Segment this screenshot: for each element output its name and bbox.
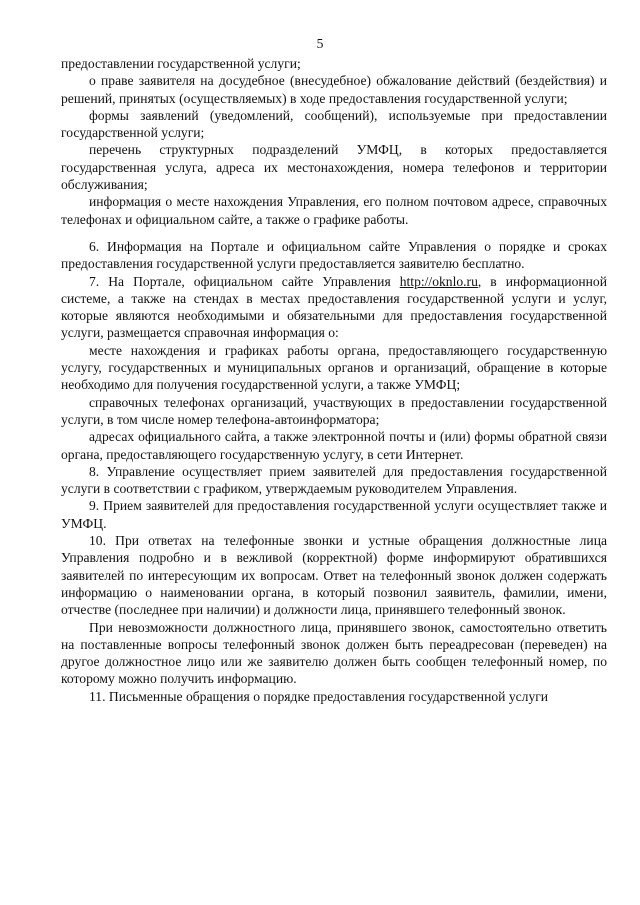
document-body (61, 55, 607, 705)
paragraph: предоставлении государственной услуги; (61, 56, 301, 71)
paragraph-section-8: 8. Управление осуществляет прием заявителей для предоставления государственной услуги в соответствии с графиком, утверждаемым руководителем Управления. (61, 463, 607, 497)
paragraph: адресах официального сайта, а также электронной почты и (или) формы обратной связи органа, предоставляющего государственную услугу, в сети Интернет. (61, 429, 607, 462)
paragraph: При невозможности должностного лица, принявшего звонок, самостоятельно ответить на поставленные вопросы телефонный звонок должен быть переадресован (переведен) на другое должностное лицо или же заявителю должен быть сообщен телефонный номер, по которому можно получить информацию. (61, 619, 607, 687)
paragraph: формы заявлений (уведомлений, сообщений), используемые при предоставлении государственной услуги; (61, 107, 607, 141)
paragraph: месте нахождения и графиках работы органа, предоставляющего государственную услугу, государственных и муниципальных органов и организаций, обращение в которые необходимо для получения государственной услуги, а также УМФЦ; (61, 342, 607, 393)
paragraph-section-9: 9. Прием заявителей для предоставления государственной услуги осуществляет также и УМФЦ. (61, 498, 607, 531)
paragraph: справочных телефонах организаций, участвующих в предоставлении государственной услуги, в том числе номер телефона-автоинформатора; (61, 394, 607, 427)
paragraph: информация о месте нахождения Управления, его полном почтовом адресе, справочных телефонах и официальном сайте, а также о графике работы. (61, 194, 607, 227)
page-number: 5 (316, 36, 324, 51)
paragraph: о праве заявителя на досудебное (внесудебное) обжалование действий (бездействия) и решений, принятых (осуществляемых) в ходе предоставления государственной услуги; (61, 73, 607, 106)
paragraph: перечень структурных подразделений УМФЦ, в которых предоставляется государственная услуга, адреса их местонахождения, номера телефонов и территории обслуживания; (61, 142, 607, 193)
paragraph-section-7 (61, 273, 607, 342)
paragraph-section-11: 11. Письменные обращения о порядке предоставления государственной услуги (89, 688, 549, 704)
paragraph-section-10: 10. При ответах на телефонные звонки и устные обращения должностные лица Управления подробно и в вежливой (корректной) форме информируют обратившихся заявителей по интересующим их вопросам. Ответ на телефонный звонок должен содержать информацию о наименовании органа, в который позвонил заявитель, фамилии, имени, отчестве (последнее при наличии) и должности лица, принявшего телефонный звонок. (61, 533, 607, 618)
site-link[interactable]: http://oknlo.ru (399, 273, 478, 289)
paragraph-section-6: 6. Информация на Портале и официальном сайте Управления о порядке и сроках предоставления государственной услуги предоставляется заявителю бесплатно. (61, 238, 607, 272)
paragraph-text: 7. На Портале, официальном сайте Управления (89, 273, 400, 289)
paragraph-text: , в информационной системе, а также на стендах в местах предоставления государственной услуги и услуг, которые являются необходимыми и обязательными для предоставления государственной услуги, размещается справочная информация о: (61, 273, 607, 341)
